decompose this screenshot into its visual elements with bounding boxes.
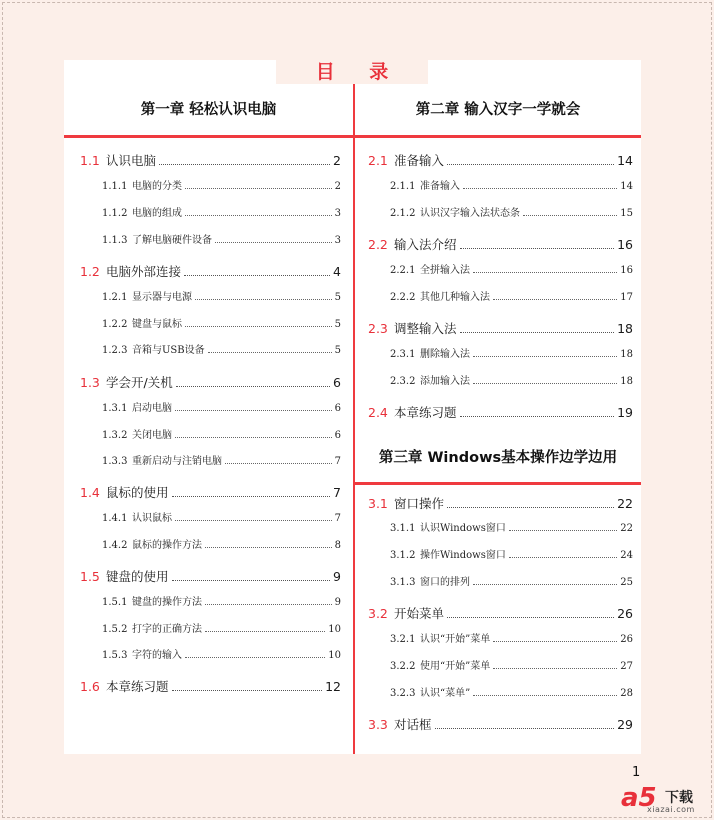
left-column bbox=[64, 84, 353, 136]
entry-page: 18 bbox=[617, 321, 633, 336]
toc-subsection-entry[interactable] bbox=[390, 177, 633, 192]
toc-section-entry[interactable] bbox=[80, 262, 341, 280]
entry-title: 关闭电脑 bbox=[132, 430, 172, 441]
entry-title: 显示器与电源 bbox=[132, 292, 192, 303]
toc-subsection-entry[interactable] bbox=[102, 315, 341, 330]
entry-title: 调整输入法 bbox=[394, 321, 457, 336]
entry-page: 5 bbox=[334, 345, 341, 356]
leader-dots bbox=[215, 236, 332, 243]
entry-page: 29 bbox=[617, 717, 633, 732]
entry-number: 1.1 bbox=[80, 153, 100, 168]
entry-title: 准备输入 bbox=[394, 153, 445, 168]
toc-subsection-entry[interactable] bbox=[102, 536, 341, 551]
entry-page: 14 bbox=[617, 153, 633, 168]
toc-section-entry[interactable] bbox=[80, 483, 341, 501]
entry-number: 1.4.1 bbox=[102, 513, 128, 524]
entry-number: 2.3 bbox=[368, 321, 388, 336]
entry-page: 9 bbox=[333, 569, 341, 584]
leader-dots bbox=[460, 408, 615, 417]
entry-page: 27 bbox=[620, 661, 633, 672]
toc-section-entry[interactable] bbox=[368, 151, 633, 169]
entry-title: 认识“开始”菜单 bbox=[420, 634, 491, 645]
leader-dots bbox=[175, 431, 332, 438]
toc-section-entry[interactable] bbox=[368, 403, 633, 421]
leader-dots bbox=[185, 320, 332, 327]
entry-page: 22 bbox=[617, 496, 633, 511]
entry-page: 14 bbox=[620, 181, 633, 192]
entry-number: 2.3.1 bbox=[390, 349, 416, 360]
entry-number: 3.1.3 bbox=[390, 577, 416, 588]
entry-page: 26 bbox=[620, 634, 633, 645]
toc-section-entry[interactable] bbox=[368, 715, 633, 733]
leader-dots bbox=[523, 209, 617, 216]
entry-page: 12 bbox=[325, 679, 341, 694]
entry-title: 输入法介绍 bbox=[394, 237, 457, 252]
leader-dots bbox=[447, 156, 614, 165]
leader-dots bbox=[473, 689, 617, 696]
entry-title: 认识Windows窗口 bbox=[420, 523, 506, 534]
entry-number: 1.5.1 bbox=[102, 597, 128, 608]
entry-title: 本章练习题 bbox=[394, 405, 457, 420]
toc-subsection-entry[interactable] bbox=[102, 341, 341, 356]
leader-dots bbox=[195, 293, 332, 300]
leader-dots bbox=[172, 682, 323, 691]
watermark-label: 下载 bbox=[665, 790, 693, 806]
leader-dots bbox=[473, 578, 617, 585]
entry-page: 2 bbox=[334, 181, 341, 192]
entry-number: 2.1.2 bbox=[390, 208, 416, 219]
entry-page: 3 bbox=[334, 208, 341, 219]
leader-dots bbox=[509, 524, 617, 531]
entry-title: 本章练习题 bbox=[106, 679, 169, 694]
leader-dots bbox=[473, 266, 617, 273]
entry-number: 1.6 bbox=[80, 679, 100, 694]
entry-page: 10 bbox=[328, 650, 341, 661]
entry-page: 7 bbox=[333, 485, 341, 500]
entry-title: 准备输入 bbox=[420, 181, 460, 192]
leader-dots bbox=[175, 404, 332, 411]
entry-page: 26 bbox=[617, 606, 633, 621]
entry-number: 2.2.1 bbox=[390, 265, 416, 276]
leader-dots bbox=[493, 293, 617, 300]
entry-page: 16 bbox=[620, 265, 633, 276]
leader-dots bbox=[435, 720, 615, 729]
toc-subsection-entry[interactable] bbox=[102, 646, 341, 661]
toc-subsection-entry[interactable] bbox=[390, 288, 633, 303]
page-title: 目 录 bbox=[276, 60, 428, 84]
entry-title: 键盘的操作方法 bbox=[132, 597, 202, 608]
entry-title: 学会开/关机 bbox=[106, 375, 173, 390]
toc-subsection-entry[interactable] bbox=[390, 261, 633, 276]
entry-number: 3.2 bbox=[368, 606, 388, 621]
leader-dots bbox=[447, 609, 614, 618]
entry-title: 删除输入法 bbox=[420, 349, 470, 360]
entry-number: 1.1.1 bbox=[102, 181, 128, 192]
leader-dots bbox=[460, 324, 615, 333]
entry-page: 7 bbox=[334, 513, 341, 524]
entry-number: 2.2 bbox=[368, 237, 388, 252]
leader-dots bbox=[205, 625, 325, 632]
entry-page: 5 bbox=[334, 292, 341, 303]
entry-number: 1.3.1 bbox=[102, 403, 128, 414]
entry-number: 2.1 bbox=[368, 153, 388, 168]
entry-number: 3.1.1 bbox=[390, 523, 416, 534]
toc-subsection-entry[interactable] bbox=[102, 620, 341, 635]
toc-subsection-entry[interactable] bbox=[102, 426, 341, 441]
leader-dots bbox=[473, 350, 617, 357]
right-column bbox=[355, 84, 641, 136]
entry-title: 电脑的组成 bbox=[132, 208, 182, 219]
entry-number: 1.2.3 bbox=[102, 345, 128, 356]
entry-page: 6 bbox=[334, 403, 341, 414]
entry-title: 键盘的使用 bbox=[106, 569, 169, 584]
entry-title: 认识鼠标 bbox=[132, 513, 172, 524]
entry-page: 19 bbox=[617, 405, 633, 420]
entry-title: 键盘与鼠标 bbox=[132, 319, 182, 330]
entry-title: 开始菜单 bbox=[394, 606, 445, 621]
entry-title: 全拼输入法 bbox=[420, 265, 470, 276]
entry-title: 窗口操作 bbox=[394, 496, 445, 511]
entry-number: 3.2.2 bbox=[390, 661, 416, 672]
entry-number: 1.1.2 bbox=[102, 208, 128, 219]
leader-dots bbox=[205, 598, 332, 605]
leader-dots bbox=[184, 267, 330, 276]
toc-section-entry[interactable] bbox=[368, 235, 633, 253]
entry-page: 8 bbox=[334, 540, 341, 551]
entry-title: 认识电脑 bbox=[106, 153, 157, 168]
entry-page: 16 bbox=[617, 237, 633, 252]
entry-title: 窗口的排列 bbox=[420, 577, 470, 588]
watermark-logo bbox=[621, 783, 711, 817]
entry-page: 18 bbox=[620, 349, 633, 360]
toc-subsection-entry[interactable] bbox=[102, 399, 341, 414]
entry-number: 2.3.2 bbox=[390, 376, 416, 387]
entry-title: 鼠标的操作方法 bbox=[132, 540, 202, 551]
leader-dots bbox=[185, 651, 325, 658]
entry-number: 3.1.2 bbox=[390, 550, 416, 561]
entry-page: 3 bbox=[334, 235, 341, 246]
leader-dots bbox=[185, 209, 332, 216]
entry-page: 18 bbox=[620, 376, 633, 387]
entry-title: 音箱与USB设备 bbox=[132, 345, 205, 356]
toc-subsection-entry[interactable] bbox=[102, 509, 341, 524]
leader-dots bbox=[493, 635, 617, 642]
entry-page: 28 bbox=[620, 688, 633, 699]
entry-page: 4 bbox=[333, 264, 341, 279]
entry-number: 1.5 bbox=[80, 569, 100, 584]
entry-title: 操作Windows窗口 bbox=[420, 550, 506, 561]
entry-number: 1.2.2 bbox=[102, 319, 128, 330]
chapter-2-heading: 第二章 输入汉字一学就会 bbox=[355, 84, 641, 136]
leader-dots bbox=[172, 488, 331, 497]
entry-number: 3.2.1 bbox=[390, 634, 416, 645]
leader-dots bbox=[205, 541, 332, 548]
chapter-3-block bbox=[355, 433, 641, 483]
chapter-3-heading: 第三章 Windows基本操作边学边用 bbox=[355, 433, 641, 483]
toc-subsection-entry[interactable] bbox=[102, 231, 341, 246]
entry-number: 2.4 bbox=[368, 405, 388, 420]
toc-section-entry[interactable] bbox=[80, 677, 341, 695]
toc-subsection-entry[interactable] bbox=[390, 519, 633, 534]
toc-subsection-entry[interactable] bbox=[390, 573, 633, 588]
entry-page: 24 bbox=[620, 550, 633, 561]
leader-dots bbox=[176, 378, 330, 387]
entry-title: 对话框 bbox=[394, 717, 432, 732]
toc-section-entry[interactable] bbox=[368, 494, 633, 512]
leader-dots bbox=[175, 514, 332, 521]
entry-number: 2.2.2 bbox=[390, 292, 416, 303]
leader-dots bbox=[473, 377, 617, 384]
toc-section-entry[interactable] bbox=[80, 567, 341, 585]
entry-title: 启动电脑 bbox=[132, 403, 172, 414]
toc-subsection-entry[interactable] bbox=[102, 593, 341, 608]
entry-number: 3.1 bbox=[368, 496, 388, 511]
entry-title: 鼠标的使用 bbox=[106, 485, 169, 500]
page-number: 1 bbox=[632, 765, 641, 780]
watermark-site: xiazai.com bbox=[647, 805, 695, 814]
a5-logo-icon: a5 bbox=[621, 783, 657, 813]
entry-number: 3.3 bbox=[368, 717, 388, 732]
entry-title: 重新启动与注销电脑 bbox=[132, 456, 222, 467]
toc-section-entry[interactable] bbox=[368, 604, 633, 622]
entry-page: 9 bbox=[334, 597, 341, 608]
entry-page: 22 bbox=[620, 523, 633, 534]
entry-number: 1.4.2 bbox=[102, 540, 128, 551]
entry-page: 10 bbox=[328, 624, 341, 635]
entry-page: 5 bbox=[334, 319, 341, 330]
leader-dots bbox=[447, 499, 614, 508]
entry-title: 其他几种输入法 bbox=[420, 292, 490, 303]
toc-subsection-entry[interactable] bbox=[102, 204, 341, 219]
entry-number: 3.2.3 bbox=[390, 688, 416, 699]
entry-title: 打字的正确方法 bbox=[132, 624, 202, 635]
entry-title: 电脑外部连接 bbox=[106, 264, 182, 279]
entry-number: 1.3 bbox=[80, 375, 100, 390]
toc-subsection-entry[interactable] bbox=[390, 204, 633, 219]
entry-page: 2 bbox=[333, 153, 341, 168]
entry-page: 6 bbox=[333, 375, 341, 390]
toc-section-entry[interactable] bbox=[80, 151, 341, 169]
entry-title: 电脑的分类 bbox=[132, 181, 182, 192]
chapter-1-heading: 第一章 轻松认识电脑 bbox=[64, 84, 353, 136]
toc-subsection-entry[interactable] bbox=[390, 345, 633, 360]
entry-number: 1.3.2 bbox=[102, 430, 128, 441]
entry-page: 15 bbox=[620, 208, 633, 219]
column-divider bbox=[353, 84, 355, 754]
leader-dots bbox=[509, 551, 617, 558]
entry-number: 1.1.3 bbox=[102, 235, 128, 246]
toc-subsection-entry[interactable] bbox=[390, 372, 633, 387]
leader-dots bbox=[185, 182, 332, 189]
toc-subsection-entry[interactable] bbox=[390, 684, 633, 699]
leader-dots bbox=[159, 156, 330, 165]
entry-page: 17 bbox=[620, 292, 633, 303]
entry-number: 1.2 bbox=[80, 264, 100, 279]
leader-dots bbox=[225, 457, 332, 464]
leader-dots bbox=[172, 572, 331, 581]
toc-subsection-entry[interactable] bbox=[390, 630, 633, 645]
toc-subsection-entry[interactable] bbox=[102, 288, 341, 303]
entry-title: 了解电脑硬件设备 bbox=[132, 235, 212, 246]
entry-title: 认识汉字输入法状态条 bbox=[420, 208, 520, 219]
entry-page: 25 bbox=[620, 577, 633, 588]
entry-number: 1.5.2 bbox=[102, 624, 128, 635]
entry-title: 认识“菜单” bbox=[420, 688, 471, 699]
entry-title: 使用“开始”菜单 bbox=[420, 661, 491, 672]
leader-dots bbox=[460, 240, 615, 249]
leader-dots bbox=[493, 662, 617, 669]
entry-page: 6 bbox=[334, 430, 341, 441]
entry-page: 7 bbox=[334, 456, 341, 467]
entry-title: 添加输入法 bbox=[420, 376, 470, 387]
toc-section-entry[interactable] bbox=[80, 373, 341, 391]
toc-subsection-entry[interactable] bbox=[390, 657, 633, 672]
entry-number: 1.2.1 bbox=[102, 292, 128, 303]
toc-subsection-entry[interactable] bbox=[102, 452, 341, 467]
entry-number: 1.4 bbox=[80, 485, 100, 500]
leader-dots bbox=[208, 346, 332, 353]
toc-section-entry[interactable] bbox=[368, 319, 633, 337]
leader-dots bbox=[463, 182, 617, 189]
entry-number: 2.1.1 bbox=[390, 181, 416, 192]
entry-number: 1.3.3 bbox=[102, 456, 128, 467]
entry-number: 1.5.3 bbox=[102, 650, 128, 661]
toc-subsection-entry[interactable] bbox=[102, 177, 341, 192]
entry-title: 字符的输入 bbox=[132, 650, 182, 661]
toc-subsection-entry[interactable] bbox=[390, 546, 633, 561]
